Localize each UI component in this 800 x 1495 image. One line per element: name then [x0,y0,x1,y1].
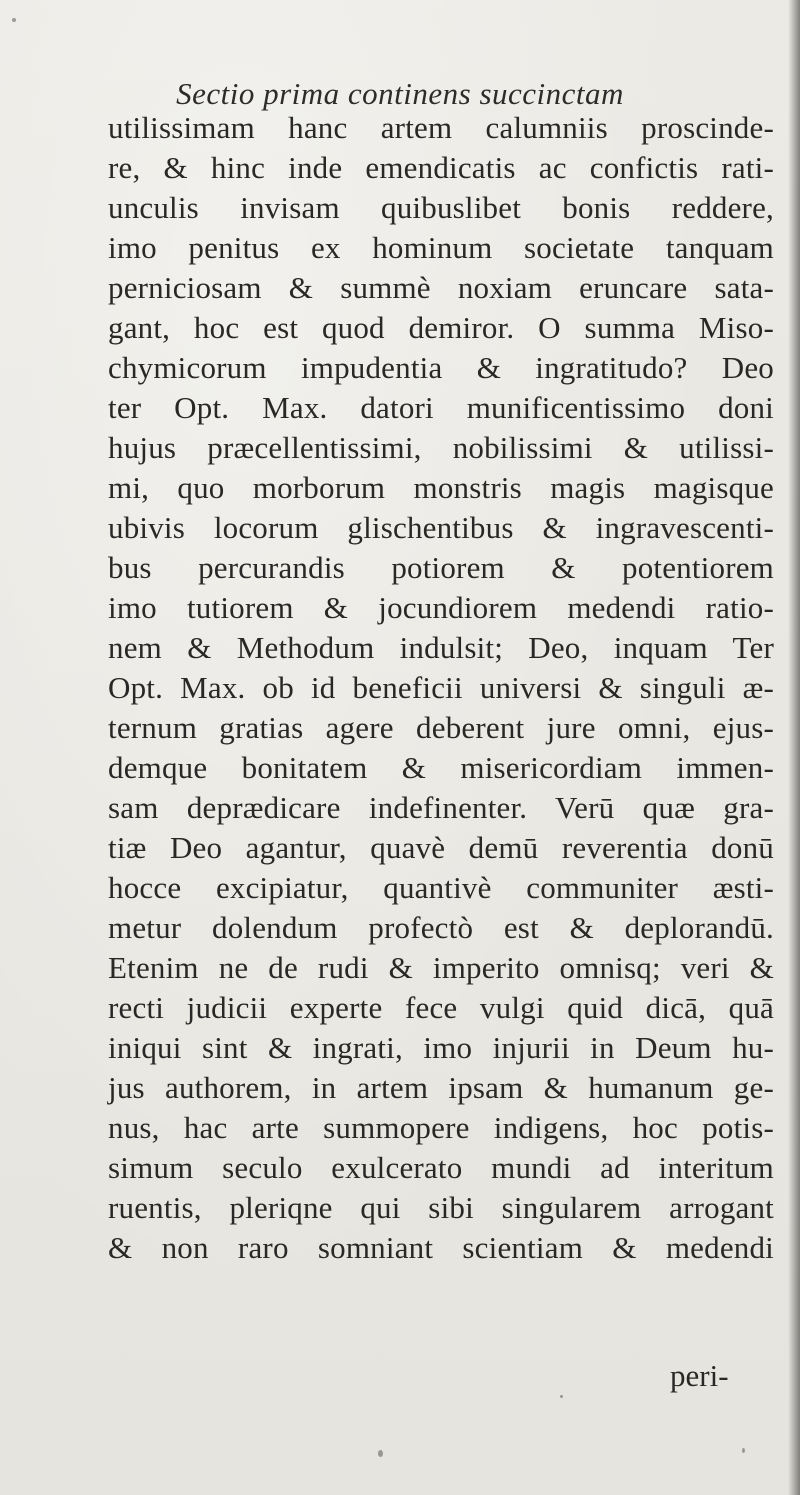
paper-speck [742,1448,745,1453]
text-line: ternum gratias agere deberent jure omni, ejus- [108,710,774,745]
text-line: imo tutiorem & jocundiorem medendi ratio- [108,590,774,625]
text-line: mi, quo morborum monstris magis magisque [108,470,774,505]
catchword: peri- [670,1358,729,1393]
text-line: simum seculo exulcerato mundi ad interitum [108,1150,774,1185]
text-line: re, & hinc inde emendicatis ac confictis rati- [108,150,774,185]
text-line: ubivis locorum glischentibus & ingravescenti- [108,510,774,545]
text-line: chymicorum impudentia & ingratitudo? Deo [108,350,774,385]
text-line: sam deprædicare indefinenter. Verū quæ gra- [108,790,774,825]
text-line: utilissimam hanc artem calumniis proscinde- [108,110,774,145]
text-line: unculis invisam quibuslibet bonis reddere, [108,190,774,225]
page-edge-shadow [788,0,800,1495]
running-head: Sectio prima continens succinctam [176,76,624,111]
text-line: bus percurandis potiorem & potentiorem [108,550,774,585]
body-text [108,108,774,1268]
text-line: ter Opt. Max. datori munificentissimo doni [108,390,774,425]
text-line: perniciosam & summè noxiam eruncare sata- [108,270,774,305]
text-line: hocce excipiatur, quantivè communiter æsti- [108,870,774,905]
text-line: iniqui sint & ingrati, imo injurii in Deum hu- [108,1030,774,1065]
text-line: Opt. Max. ob id beneficii universi & singuli æ- [108,670,774,705]
text-line: metur dolendum profectò est & deplorandū. [108,910,774,945]
text-line: nus, hac arte summopere indigens, hoc potis- [108,1110,774,1145]
text-line: nem & Methodum indulsit; Deo, inquam Ter [108,630,774,665]
text-line: recti judicii experte fece vulgi quid dicā, quā [108,990,774,1025]
paper-speck [560,1395,563,1398]
text-line: ruentis, pleriqne qui sibi singularem arrogant [108,1190,774,1225]
paper-speck [378,1450,383,1457]
text-line: gant, hoc est quod demiror. O summa Miso- [108,310,774,345]
text-line: tiæ Deo agantur, quavè demū reverentia donū [108,830,774,865]
text-line: Etenim ne de rudi & imperito omnisq; veri & [108,950,774,985]
text-line: & non raro somniant scientiam & medendi [108,1230,774,1265]
text-line: imo penitus ex hominum societate tanquam [108,230,774,265]
text-line: jus authorem, in artem ipsam & humanum ge- [108,1070,774,1105]
text-line: hujus præcellentissimi, nobilissimi & utilissi- [108,430,774,465]
text-line: demque bonitatem & misericordiam immen- [108,750,774,785]
paper-speck [12,18,16,22]
